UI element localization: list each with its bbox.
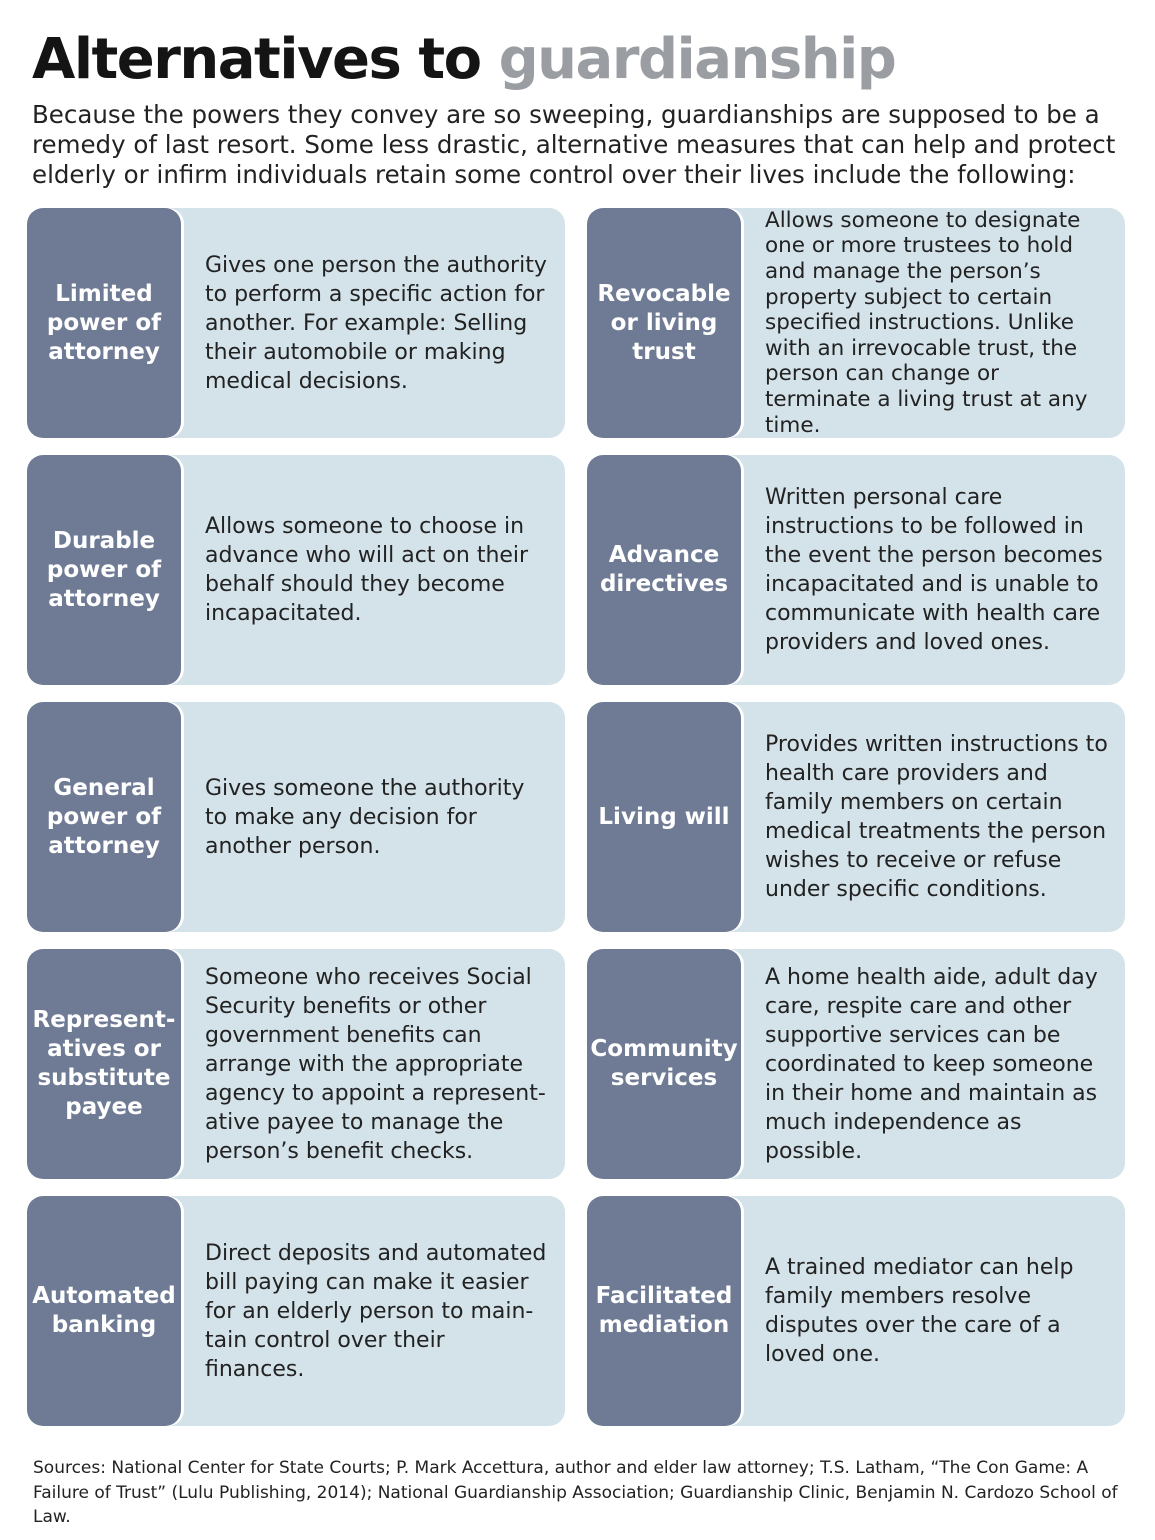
- card-representative-payee: [27, 949, 565, 1179]
- card-label: [27, 1196, 181, 1426]
- card-label-text: Revocable or living trust: [597, 280, 731, 365]
- card-description: [181, 208, 565, 438]
- card-label: [587, 455, 741, 685]
- card-label: [27, 949, 181, 1179]
- card-label-text: Limited power of attorney: [46, 280, 162, 365]
- card-label: [587, 208, 741, 438]
- card-description: [181, 949, 565, 1179]
- card-label: [27, 208, 181, 438]
- card-living-will: [587, 702, 1125, 932]
- card-general-power-of-attorney: [27, 702, 565, 932]
- card-label: [587, 702, 741, 932]
- card-description-text: Gives someone the authority to make any decision for another person.: [205, 775, 525, 859]
- card-label-text: Automated banking: [32, 1283, 176, 1338]
- header: [32, 24, 1127, 190]
- card-description: [741, 455, 1125, 685]
- card-label-text: General power of attorney: [46, 774, 162, 859]
- card-label-text: Facilitated mediation: [595, 1283, 733, 1338]
- card-description-text: Allows someone to choose in advance who will act on their behalf should they become incapacitated.: [205, 514, 529, 626]
- card-description-text: Allows someone to designate one or more trustees to hold and manage the person’s property subject to certain specified instructions. Unlike with an irrevocable trust, the person can change or terminate a living trust at any time.: [765, 208, 1088, 438]
- card-description: [741, 1196, 1125, 1426]
- sources-footnote: Sources: National Center for State Courts; P. Mark Accettura, author and elder law attorney; T.S. Latham, “The Con Game: A Failure of Trust” (Lulu Publishing, 2014); National Guardianship Association; Guardianship Clinic, Benjamin N. Cardozo School of Law.: [33, 1458, 1118, 1527]
- alternatives-grid: [27, 208, 1125, 1426]
- card-label-text: Living will: [598, 803, 730, 830]
- card-description-text: Written personal care instructions to be followed in the event the person becomes incapacitated and is unable to communicate with health care providers and loved ones.: [765, 485, 1103, 655]
- card-description: [741, 949, 1125, 1179]
- card-description: [181, 702, 565, 932]
- card-description: [741, 208, 1125, 438]
- card-label-text: Represent-atives or substitute payee: [32, 1007, 176, 1120]
- card-limited-power-of-attorney: [27, 208, 565, 438]
- card-community-services: [587, 949, 1125, 1179]
- card-label: [587, 949, 741, 1179]
- card-description-text: Direct deposits and automated bill paying can make it easier for an elderly person to main-tain control over their finances.: [205, 1240, 547, 1382]
- card-description-text: A home health aide, adult day care, respite care and other supportive services can be coordinated to keep someone in their home and maintain as much independence as possible.: [765, 964, 1098, 1164]
- intro-paragraph: Because the powers they convey are so sweeping, guardianships are supposed to be a remedy of last resort. Some less drastic, alternative measures that can help and protect elderly or infirm individuals retain some control over their lives include the following:: [32, 100, 1116, 189]
- title-accent: guardianship: [498, 27, 896, 92]
- card-label: [27, 455, 181, 685]
- card-description-text: Gives one person the authority to perform a specific action for another. For example: Selling their automobile or making medical decisions.: [205, 252, 547, 394]
- card-label: [587, 1196, 741, 1426]
- card-description: [181, 455, 565, 685]
- page-title: [32, 24, 1127, 96]
- card-description-text: Provides written instructions to health care providers and family members on certain medical treatments the person wishes to receive or refuse under specific conditions.: [765, 732, 1108, 902]
- card-label-text: Advance directives: [599, 542, 729, 597]
- card-revocable-or-living-trust: [587, 208, 1125, 438]
- card-label-text: Durable power of attorney: [46, 527, 162, 612]
- card-description: [741, 702, 1125, 932]
- title-main: Alternatives to: [32, 27, 499, 92]
- card-label: [27, 702, 181, 932]
- card-description: [181, 1196, 565, 1426]
- card-label-text: Community services: [590, 1036, 738, 1091]
- card-description-text: Someone who receives Social Security benefits or other government benefits can arrange with the appropriate agency to appoint a represent-ative payee to manage the person’s benefit checks.: [205, 964, 546, 1164]
- card-durable-power-of-attorney: [27, 455, 565, 685]
- card-facilitated-mediation: [587, 1196, 1125, 1426]
- card-advance-directives: [587, 455, 1125, 685]
- card-description-text: A trained mediator can help family members resolve disputes over the care of a loved one.: [765, 1255, 1074, 1367]
- card-automated-banking: [27, 1196, 565, 1426]
